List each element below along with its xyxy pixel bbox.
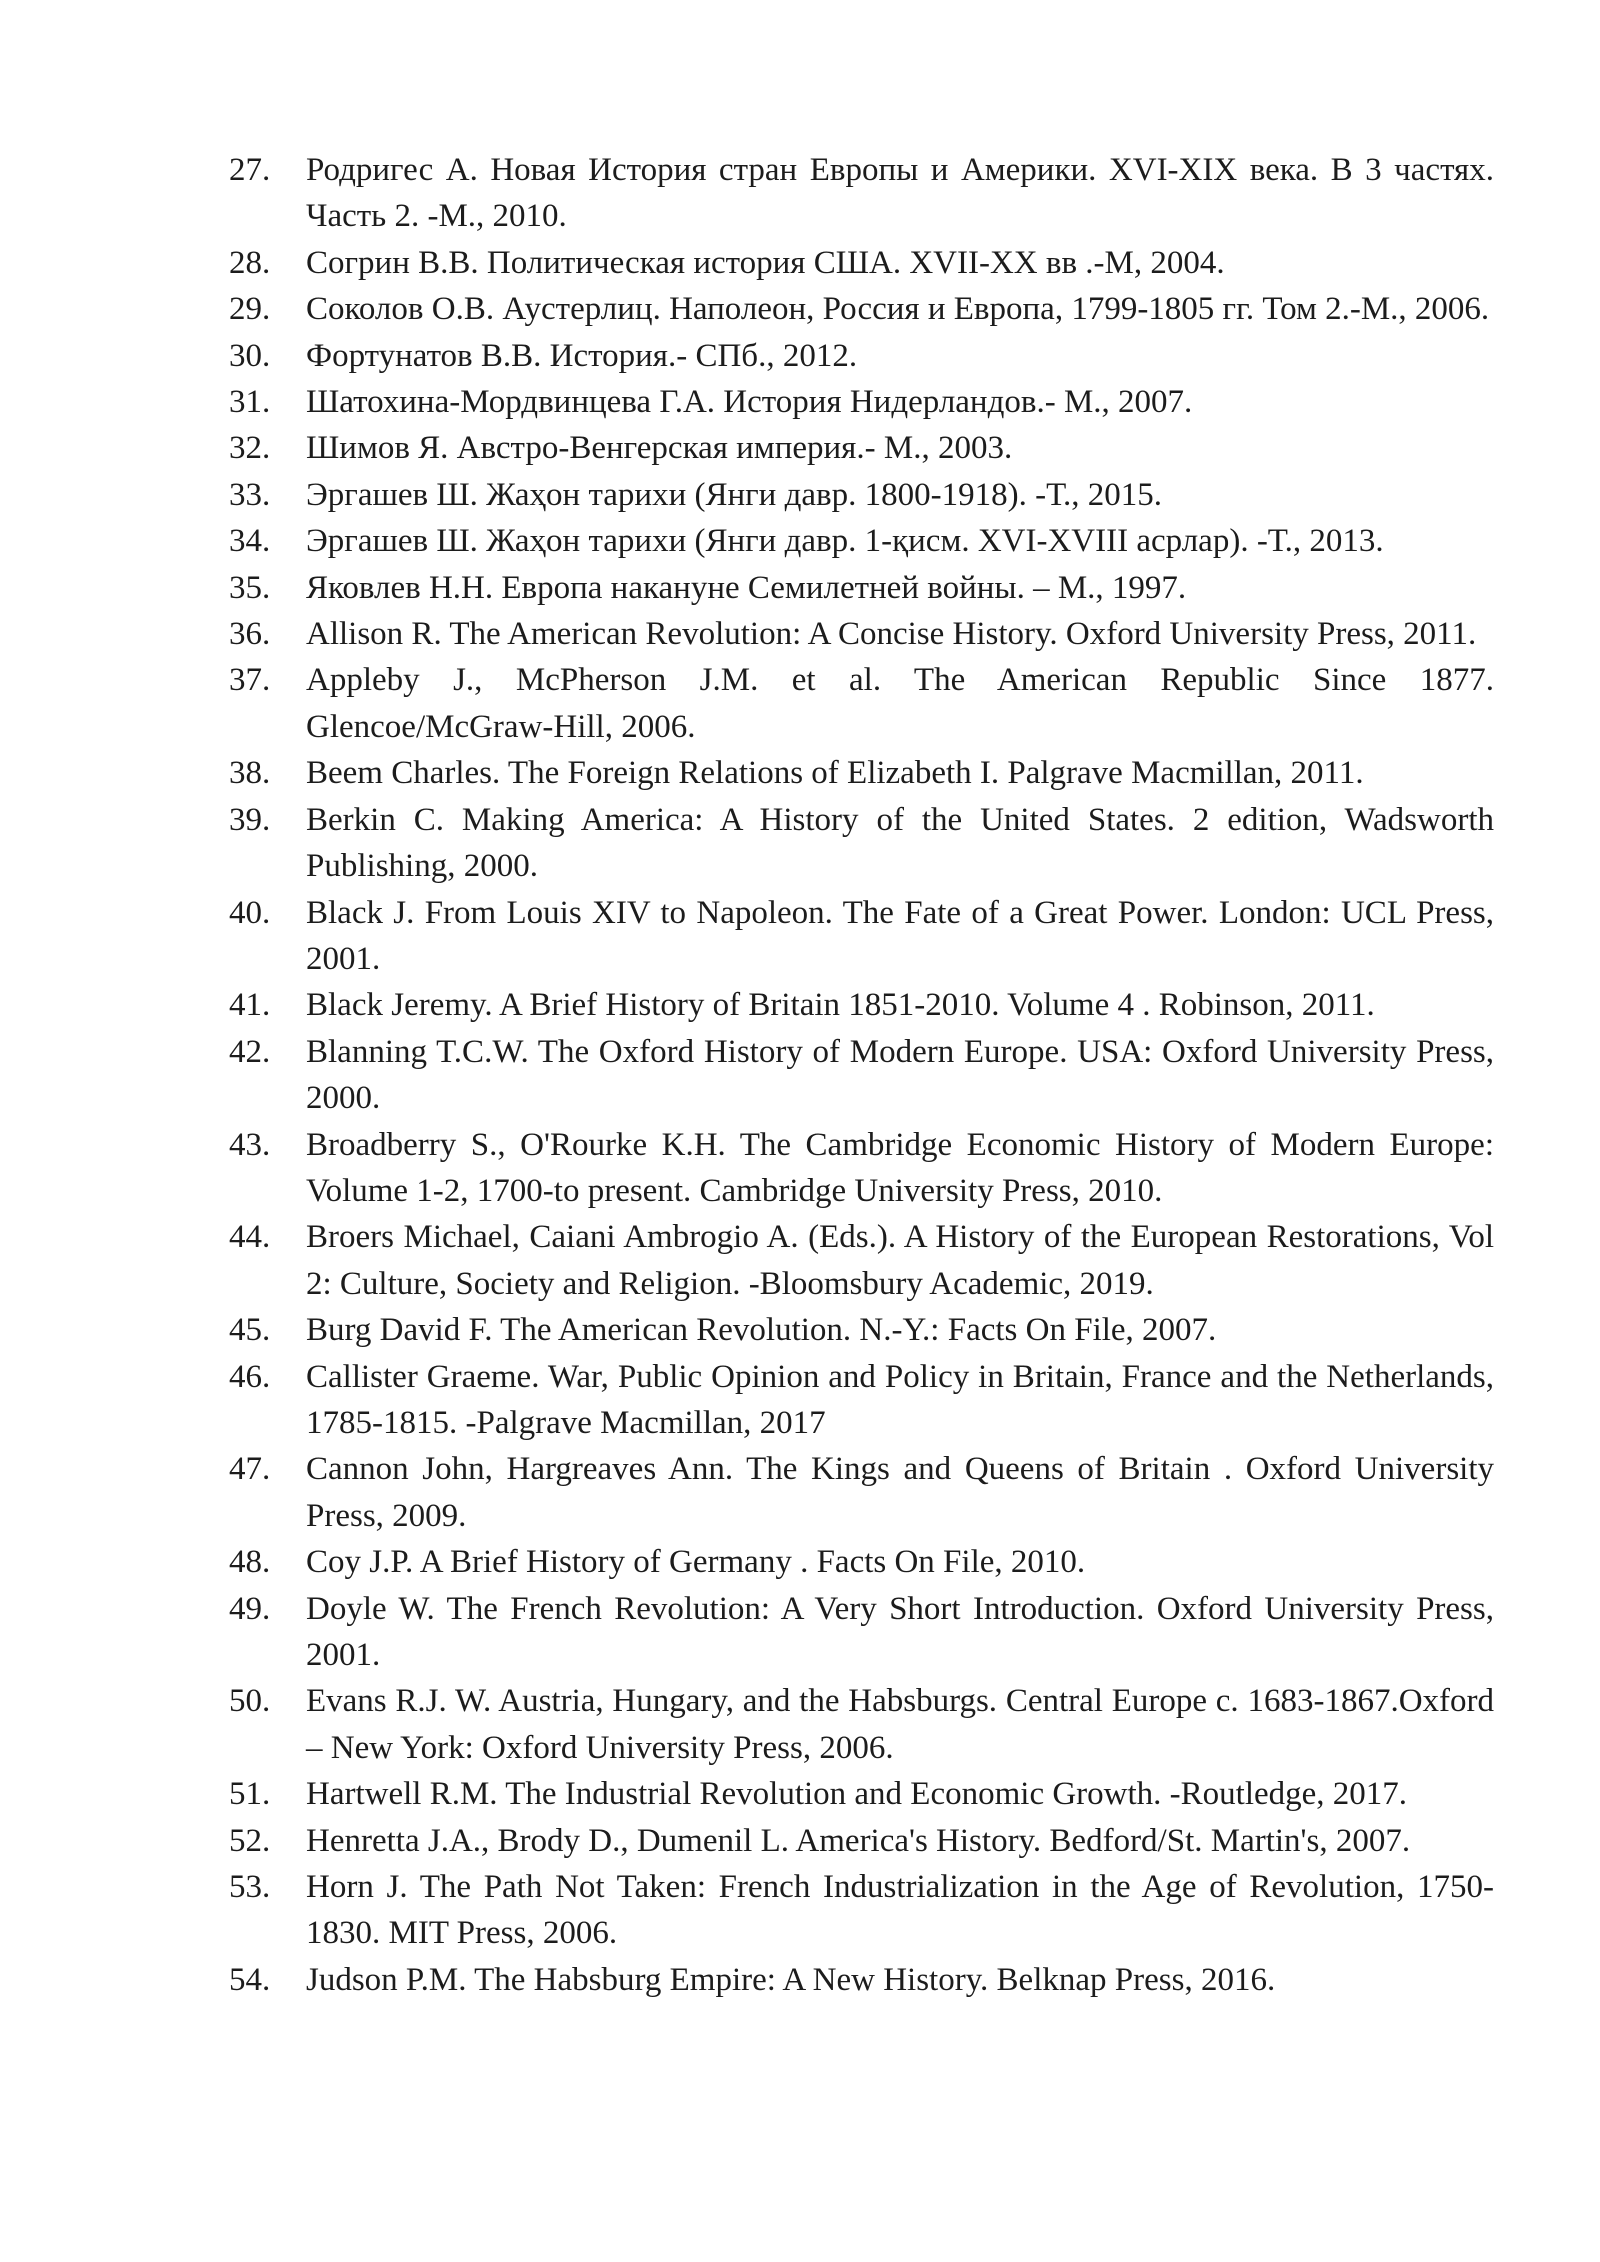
reference-text: Шимов Я. Австро-Венгерская империя.- М., 2003.: [306, 430, 1013, 467]
reference-text: Родригес А. Новая История стран Европы и Америки. XVI-XIX века. В 3 частях. Часть 2. -М., 2010.: [306, 152, 1494, 235]
reference-text: Broadberry S., O'Rourke K.H. The Cambridge Economic History of Modern Europe: Volume 1-2, 1700-to present. Cambridge University Press, 2010.: [306, 1126, 1494, 1209]
reference-number: 31.: [229, 384, 271, 421]
reference-text: Berkin C. Making America: A History of the United States. 2 edition, Wadsworth Publishing, 2000.: [306, 801, 1494, 885]
reference-text: Эргашев Ш. Жаҳон тарихи (Янги давр. 1800-1918). -Т., 2015.: [306, 476, 1162, 513]
reference-text: Callister Graeme. War, Public Opinion and Policy in Britain, France and the Netherlands, 1785-1815. -Palgrave Macmillan, 2017: [306, 1358, 1494, 1441]
reference-item: [229, 1864, 1494, 1957]
reference-number: 44.: [229, 1219, 271, 1256]
reference-item: [229, 657, 1494, 750]
reference-text: Соколов О.В. Аустерлиц. Наполеон, Россия и Европа, 1799-1805 гг. Том 2.-М., 2006.: [306, 291, 1490, 328]
reference-number: 40.: [229, 894, 271, 931]
reference-item: [229, 1818, 1494, 1864]
reference-item: [229, 797, 1494, 890]
reference-text: Broers Michael, Caiani Ambrogio A. (Eds.). A History of the European Restorations, Vol 2: Culture, Society and Religion. -Bloomsbury Academic, 2019.: [306, 1219, 1494, 1302]
reference-text: Burg David F. The American Revolution. N.-Y.: Facts On File, 2007.: [306, 1312, 1217, 1349]
reference-text: Doyle W. The French Revolution: A Very Short Introduction. Oxford University Press, 2001.: [306, 1590, 1494, 1673]
reference-number: 34.: [229, 523, 271, 560]
reference-item: [229, 1957, 1494, 2003]
reference-text: Horn J. The Path Not Taken: French Industrialization in the Age of Revolution, 1750-1830. MIT Press, 2006.: [306, 1869, 1494, 1952]
reference-text: Appleby J., McPherson J.M. et al. The American Republic Since 1877. Glencoe/McGraw-Hill, 2006.: [306, 662, 1494, 745]
reference-item: [229, 425, 1494, 471]
reference-number: 47.: [229, 1451, 271, 1488]
reference-number: 45.: [229, 1312, 271, 1349]
reference-item: [229, 1122, 1494, 1215]
reference-item: [229, 1354, 1494, 1447]
reference-number: 28.: [229, 244, 271, 281]
reference-item: [229, 1539, 1494, 1585]
reference-number: 41.: [229, 987, 271, 1024]
reference-number: 46.: [229, 1358, 271, 1395]
reference-number: 29.: [229, 291, 271, 328]
reference-number: 49.: [229, 1590, 271, 1627]
reference-text: Эргашев Ш. Жаҳон тарихи (Янги давр. 1-қисм. XVI-XVIII асрлар). -Т., 2013.: [306, 523, 1384, 560]
reference-list: [229, 147, 1494, 2003]
reference-number: 37.: [229, 662, 271, 699]
reference-number: 42.: [229, 1033, 271, 1070]
reference-number: 35.: [229, 569, 271, 606]
reference-item: [229, 240, 1494, 286]
reference-number: 27.: [229, 152, 271, 188]
reference-item: [229, 1214, 1494, 1307]
reference-item: [229, 379, 1494, 425]
reference-item: [229, 1678, 1494, 1771]
reference-number: 39.: [229, 801, 271, 838]
reference-item: [229, 333, 1494, 379]
reference-item: [229, 1771, 1494, 1817]
reference-text: Henretta J.A., Brody D., Dumenil L. America's History. Bedford/St. Martin's, 2007.: [306, 1822, 1411, 1859]
reference-item: [229, 565, 1494, 611]
reference-number: 48.: [229, 1544, 271, 1581]
reference-item: [229, 472, 1494, 518]
reference-number: 50.: [229, 1683, 271, 1720]
reference-item: [229, 890, 1494, 983]
reference-number: 43.: [229, 1126, 271, 1163]
reference-item: [229, 1029, 1494, 1122]
reference-number: 33.: [229, 476, 271, 513]
reference-text: Coy J.P. A Brief History of Germany . Facts On File, 2010.: [306, 1544, 1086, 1581]
reference-text: Allison R. The American Revolution: A Concise History. Oxford University Press, 2011.: [306, 616, 1477, 653]
reference-number: 53.: [229, 1869, 271, 1906]
reference-number: 36.: [229, 616, 271, 653]
reference-item: [229, 147, 1494, 240]
reference-number: 32.: [229, 430, 271, 467]
reference-text: Шатохина-Мордвинцева Г.А. История Нидерландов.- М., 2007.: [306, 384, 1193, 421]
reference-text: Judson P.M. The Habsburg Empire: A New History. Belknap Press, 2016.: [306, 1961, 1276, 1998]
reference-item: [229, 982, 1494, 1028]
reference-number: 52.: [229, 1822, 271, 1859]
reference-item: [229, 286, 1494, 332]
reference-text: Evans R.J. W. Austria, Hungary, and the Habsburgs. Central Europe c. 1683-1867.Oxford – New York: Oxford University Press, 2006.: [306, 1683, 1494, 1766]
reference-text: Фортунатов В.В. История.- СПб., 2012.: [306, 337, 858, 374]
reference-item: [229, 611, 1494, 657]
reference-text: Blanning T.C.W. The Oxford History of Modern Europe. USA: Oxford University Press, 2000.: [306, 1033, 1494, 1117]
reference-item: [229, 750, 1494, 796]
reference-number: 51.: [229, 1776, 271, 1813]
reference-text: Beem Charles. The Foreign Relations of Elizabeth I. Palgrave Macmillan, 2011.: [306, 755, 1364, 792]
reference-item: [229, 518, 1494, 564]
reference-number: 38.: [229, 755, 271, 792]
reference-text: Яковлев Н.Н. Европа накануне Семилетней войны. – М., 1997.: [306, 569, 1187, 606]
reference-text: Black J. From Louis XIV to Napoleon. The Fate of a Great Power. London: UCL Press, 2001.: [306, 894, 1494, 977]
reference-text: Согрин В.В. Политическая история США. XVII-XX вв .-М, 2004.: [306, 244, 1225, 281]
reference-item: [229, 1446, 1494, 1539]
reference-number: 30.: [229, 337, 271, 374]
reference-item: [229, 1586, 1494, 1679]
reference-text: Cannon John, Hargreaves Ann. The Kings and Queens of Britain . Oxford University Press, 2009.: [306, 1451, 1494, 1534]
reference-text: Hartwell R.M. The Industrial Revolution and Economic Growth. -Routledge, 2017.: [306, 1776, 1408, 1813]
reference-item: [229, 1307, 1494, 1353]
reference-number: 54.: [229, 1961, 271, 1998]
reference-text: Black Jeremy. A Brief History of Britain 1851-2010. Volume 4 . Robinson, 2011.: [306, 987, 1375, 1024]
